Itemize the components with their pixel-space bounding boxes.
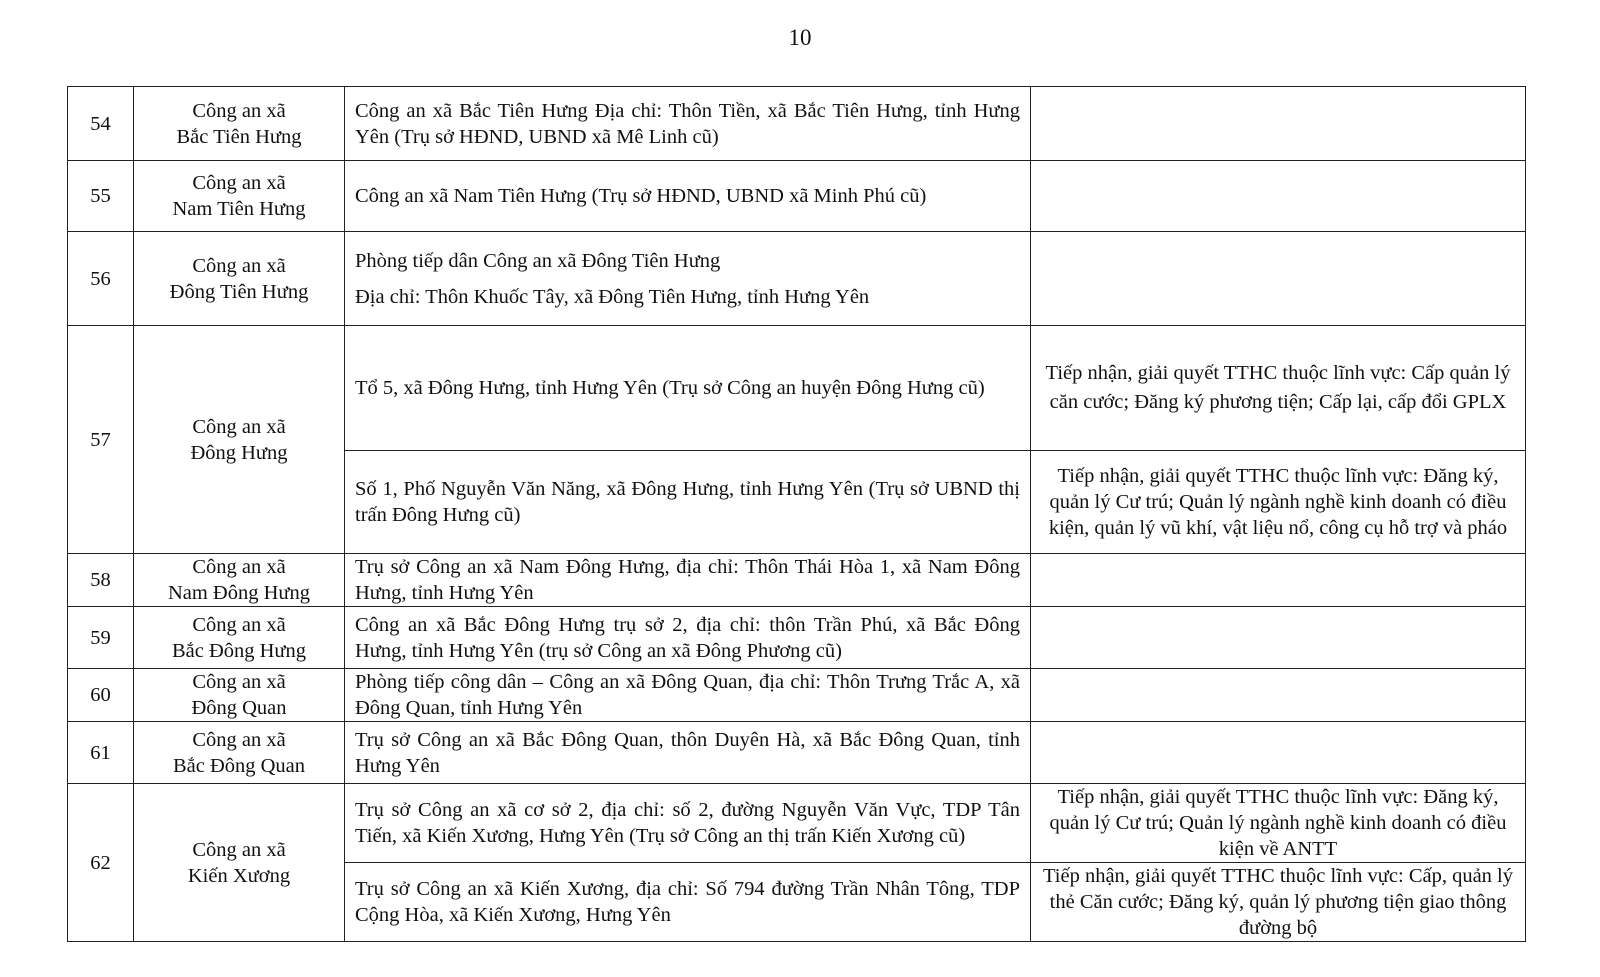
note-cell <box>1031 669 1526 722</box>
table-row <box>68 326 1526 451</box>
unit-name: Công an xã Kiến Xương <box>134 784 345 942</box>
note-cell <box>1031 232 1526 326</box>
unit-name: Công an xã Đông Tiên Hưng <box>134 232 345 326</box>
address-cell: Số 1, Phố Nguyễn Văn Năng, xã Đông Hưng, tỉnh Hưng Yên (Trụ sở UBND thị trấn Đông Hưng cũ) <box>345 451 1031 554</box>
address-cell: Trụ sở Công an xã cơ sở 2, địa chỉ: số 2, đường Nguyễn Văn Vực, TDP Tân Tiến, xã Kiến Xương, Hưng Yên (Trụ sở Công an thị trấn Kiến Xương cũ) <box>345 784 1031 863</box>
unit-name: Công an xã Đông Quan <box>134 669 345 722</box>
note-cell <box>1031 607 1526 669</box>
unit-name: Công an xã Bắc Đông Hưng <box>134 607 345 669</box>
row-number: 54 <box>68 87 134 161</box>
unit-name: Công an xã Nam Tiên Hưng <box>134 161 345 232</box>
row-number: 59 <box>68 607 134 669</box>
address-cell: Trụ sở Công an xã Bắc Đông Quan, thôn Duyên Hà, xã Bắc Đông Quan, tỉnh Hưng Yên <box>345 722 1031 784</box>
table-row <box>68 784 1526 863</box>
page-number: 10 <box>788 25 812 50</box>
note-cell: Tiếp nhận, giải quyết TTHC thuộc lĩnh vực: Cấp quản lý căn cước; Đăng ký phương tiện; Cấp lại, cấp đổi GPLX <box>1031 326 1526 451</box>
table-row <box>68 554 1526 607</box>
police-office-table <box>67 86 1526 942</box>
note-cell <box>1031 87 1526 161</box>
row-number: 61 <box>68 722 134 784</box>
address-cell: Trụ sở Công an xã Nam Đông Hưng, địa chỉ: Thôn Thái Hòa 1, xã Nam Đông Hưng, tỉnh Hưng Yên <box>345 554 1031 607</box>
table-row <box>68 607 1526 669</box>
note-cell <box>1031 554 1526 607</box>
row-number: 62 <box>68 784 134 942</box>
address-cell: Công an xã Nam Tiên Hưng (Trụ sở HĐND, UBND xã Minh Phú cũ) <box>345 161 1031 232</box>
note-cell <box>1031 161 1526 232</box>
unit-name: Công an xã Đông Hưng <box>134 326 345 554</box>
row-number: 57 <box>68 326 134 554</box>
unit-name: Công an xã Bắc Tiên Hưng <box>134 87 345 161</box>
address-cell: Công an xã Bắc Tiên Hưng Địa chỉ: Thôn Tiền, xã Bắc Tiên Hưng, tỉnh Hưng Yên (Trụ sở HĐND, UBND xã Mê Linh cũ) <box>345 87 1031 161</box>
address-cell: Phòng tiếp dân Công an xã Đông Tiên Hưng Địa chỉ: Thôn Khuốc Tây, xã Đông Tiên Hưng, tỉnh Hưng Yên <box>345 232 1031 326</box>
row-number: 55 <box>68 161 134 232</box>
table-row <box>68 161 1526 232</box>
note-cell: Tiếp nhận, giải quyết TTHC thuộc lĩnh vực: Đăng ký, quản lý Cư trú; Quản lý ngành nghề kinh doanh có điều kiện về ANTT <box>1031 784 1526 863</box>
address-cell: Tổ 5, xã Đông Hưng, tỉnh Hưng Yên (Trụ sở Công an huyện Đông Hưng cũ) <box>345 326 1031 451</box>
address-cell: Trụ sở Công an xã Kiến Xương, địa chỉ: Số 794 đường Trần Nhân Tông, TDP Cộng Hòa, xã Kiến Xương, Hưng Yên <box>345 863 1031 942</box>
unit-name: Công an xã Nam Đông Hưng <box>134 554 345 607</box>
note-cell: Tiếp nhận, giải quyết TTHC thuộc lĩnh vực: Cấp, quản lý thẻ Căn cước; Đăng ký, quản lý phương tiện giao thông đường bộ <box>1031 863 1526 942</box>
row-number: 56 <box>68 232 134 326</box>
note-cell: Tiếp nhận, giải quyết TTHC thuộc lĩnh vực: Đăng ký, quản lý Cư trú; Quản lý ngành nghề kinh doanh có điều kiện, quản lý vũ khí, vật liệu nổ, công cụ hỗ trợ và pháo <box>1031 451 1526 554</box>
address-cell: Phòng tiếp công dân – Công an xã Đông Quan, địa chỉ: Thôn Trưng Trắc A, xã Đông Quan, tỉnh Hưng Yên <box>345 669 1031 722</box>
table-row <box>68 232 1526 326</box>
table-row <box>68 87 1526 161</box>
unit-name: Công an xã Bắc Đông Quan <box>134 722 345 784</box>
row-number: 60 <box>68 669 134 722</box>
note-cell <box>1031 722 1526 784</box>
row-number: 58 <box>68 554 134 607</box>
table-row <box>68 722 1526 784</box>
address-cell: Công an xã Bắc Đông Hưng trụ sở 2, địa chỉ: thôn Trần Phú, xã Bắc Đông Hưng, tỉnh Hưng Yên (trụ sở Công an xã Đông Phương cũ) <box>345 607 1031 669</box>
table-row <box>68 669 1526 722</box>
